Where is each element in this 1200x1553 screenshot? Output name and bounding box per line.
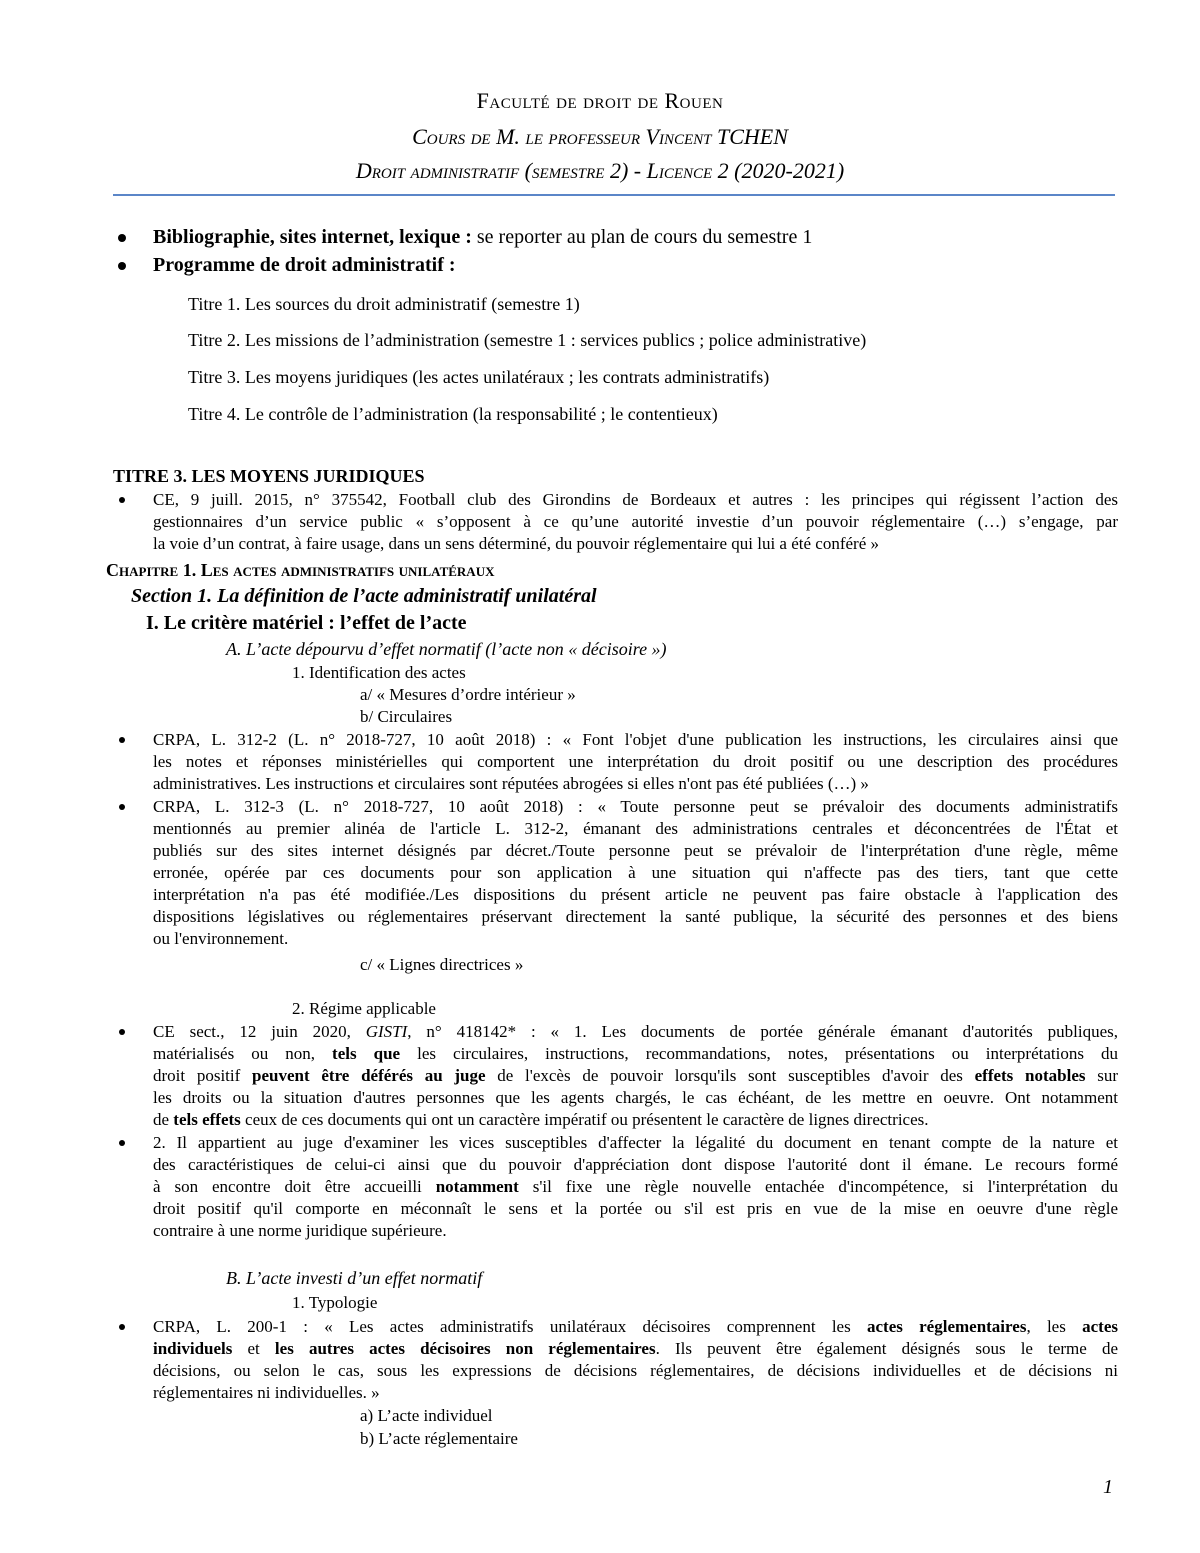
text-line: décisions, ou selon le cas, sous les expressions de décisions réglementaires, de décisions individuelles et de décisions ni <box>153 1361 1118 1380</box>
text-line: interprétation n'a pas été modifiée./Les dispositions du présent article ne peuvent pas faire obstacle à l'application des <box>153 885 1118 904</box>
bullet-icon <box>119 497 125 503</box>
text-run: sur <box>1085 1066 1118 1085</box>
text-run: matérialisés ou non, <box>153 1044 333 1063</box>
ce2015-paragraph <box>153 489 1118 555</box>
bold-run: actes réglementaires <box>866 1317 1027 1336</box>
bold-run: notamment <box>435 1177 519 1196</box>
a1-heading: 1. Identification des actes <box>292 663 466 682</box>
a2-heading: 2. Régime applicable <box>292 999 436 1018</box>
text-line <box>153 1065 1118 1087</box>
bullet-icon <box>119 1029 125 1035</box>
text-line: CE, 9 juill. 2015, n° 375542, Football club des Girondins de Bordeaux et autres : les principes qui régissent l’action des <box>153 490 1118 509</box>
gisti-paragraph-2 <box>153 1132 1118 1242</box>
bold-run: les autres actes décisoires non réglementaires <box>274 1339 656 1358</box>
text-line: publiés sur des sites internet désignés par décret./Toute personne peut se prévaloir de l'interprétation d'une règle, même <box>153 841 1118 860</box>
text-line: administratives. Les instructions et circulaires sont réputées abrogées si elles n'ont pas été publiées (…) » <box>153 774 869 793</box>
titre-2: Titre 2. Les missions de l’administration (semestre 1 : services publics ; police administrative) <box>188 330 867 350</box>
bullet-icon <box>118 262 126 270</box>
titre-4: Titre 4. Le contrôle de l’administration (la responsabilité ; le contentieux) <box>188 404 718 424</box>
text-run: . Ils peuvent être également désignés sous le terme de <box>655 1339 1118 1358</box>
text-run: ceux de ces documents qui ont un caractère impératif ou présentent le caractère de lignes directrices. <box>240 1110 929 1129</box>
text-line: la voie d’un contrat, à faire usage, dans un sens déterminé, du pouvoir réglementaire qui lui a été conféré » <box>153 534 880 553</box>
a1a-heading: a/ « Mesures d’ordre intérieur » <box>360 685 576 704</box>
titre-3: Titre 3. Les moyens juridiques (les actes unilatéraux ; les contrats administratifs) <box>188 367 770 387</box>
section-heading: Section 1. La définition de l’acte administratif unilatéral <box>131 585 597 607</box>
text-run: s'il fixe une règle nouvelle entachée d'incompétence, si l'interprétation du <box>518 1177 1118 1196</box>
biblio-label: Bibliographie, sites internet, lexique : <box>153 226 472 248</box>
text-line <box>153 1021 1118 1043</box>
text-run: de <box>153 1110 174 1129</box>
text-line: droit positif qu'il comporte en méconnaît le sens et la portée ou s'il est pris en vue de la mise en oeuvre d'une règle <box>153 1199 1118 1218</box>
text-line <box>153 1316 1118 1338</box>
text-run: droit positif <box>153 1066 253 1085</box>
header-rule <box>113 194 1115 196</box>
course-title: Cours de M. le professeur Vincent TCHEN <box>412 124 788 149</box>
text-run: les circulaires, instructions, recommandations, notes, présentations ou interprétations du <box>400 1044 1118 1063</box>
text-line: CRPA, L. 312-3 (L. n° 2018-727, 10 août 2018) : « Toute personne peut se prévaloir des documents administratifs <box>153 797 1118 816</box>
text-line: erronée, opérée par ces documents pour son application à une situation qui n'affecte pas des tiers, tant que cette <box>153 863 1118 882</box>
bullet-icon <box>119 1324 125 1330</box>
bold-run: individuels <box>153 1339 233 1358</box>
b-heading: B. L’acte investi d’un effet normatif <box>226 1268 483 1288</box>
titre3-heading: TITRE 3. LES MOYENS JURIDIQUES <box>113 466 425 486</box>
text-line: dispositions législatives ou réglementaires préservant directement la santé publique, la sécurité des personnes et des biens <box>153 907 1118 926</box>
page-number: 1 <box>1103 1476 1113 1498</box>
bold-run: tels effets <box>173 1110 241 1129</box>
biblio-text: se reporter au plan de cours du semestre 1 <box>471 226 813 248</box>
bold-run: tels que <box>332 1044 401 1063</box>
critere-heading: I. Le critère matériel : l’effet de l’acte <box>146 612 467 634</box>
b1a-heading: a) L’acte individuel <box>360 1406 493 1425</box>
text-line: des caractéristiques de celui-ci ainsi que du pouvoir d'appréciation dont dispose l'autorité dont il émane. Le recours formé <box>153 1155 1118 1174</box>
bullet-icon <box>119 1140 125 1146</box>
text-line: ou l'environnement. <box>153 929 289 948</box>
crpa-200-1-paragraph <box>153 1316 1118 1404</box>
text-run: , les <box>1026 1317 1083 1336</box>
case-name: GISTI <box>365 1022 408 1041</box>
programme-label: Programme de droit administratif : <box>153 254 456 276</box>
bullet-icon <box>118 234 126 242</box>
text-line: les notes et réponses ministérielles qui comportent une interprétation du droit positif ou une description des procédures <box>153 752 1118 771</box>
crpa-312-2-paragraph <box>153 729 1118 795</box>
text-line <box>153 1109 1118 1131</box>
text-line: contraire à une norme juridique supérieure. <box>153 1221 447 1240</box>
chapitre-heading: Chapitre 1. Les actes administratifs unilatéraux <box>106 560 495 580</box>
a1c-heading: c/ « Lignes directrices » <box>360 955 524 974</box>
text-run: de l'excès de pouvoir lorsqu'ils sont susceptibles d'avoir des <box>485 1066 975 1085</box>
crpa-312-3-paragraph <box>153 796 1118 950</box>
b1-heading: 1. Typologie <box>292 1293 378 1312</box>
text-line <box>153 1338 1118 1360</box>
a-heading: A. L’acte dépourvu d’effet normatif (l’acte non « décisoire ») <box>226 639 667 659</box>
bold-run: peuvent être déférés au juge <box>252 1066 486 1085</box>
text-line: CRPA, L. 312-2 (L. n° 2018-727, 10 août 2018) : « Font l'objet d'une publication les instructions, les circulaires ainsi que <box>153 730 1118 749</box>
text-line: les droits ou la situation d'autres personnes que les agents chargés, le cas échéant, de les mettre en oeuvre. Ont notamment <box>153 1088 1118 1107</box>
bullet-icon <box>119 804 125 810</box>
text-line <box>153 1176 1118 1198</box>
text-run: CE sect., 12 juin 2020, <box>153 1022 366 1041</box>
text-run: , n° 418142* : « 1. Les documents de portée générale émanant d'autorités publiques, <box>407 1022 1118 1041</box>
b1b-heading: b) L’acte réglementaire <box>360 1429 518 1448</box>
bold-run: effets notables <box>974 1066 1086 1085</box>
text-line: réglementaires ni individuelles. » <box>153 1383 380 1402</box>
text-run: à son encontre doit être accueilli <box>153 1177 436 1196</box>
text-line <box>153 1043 1118 1065</box>
subject-title: Droit administratif (semestre 2) - Licence 2 (2020-2021) <box>355 158 845 183</box>
titre-1: Titre 1. Les sources du droit administratif (semestre 1) <box>188 294 580 314</box>
a1b-heading: b/ Circulaires <box>360 707 453 726</box>
gisti-paragraph-1 <box>153 1021 1118 1131</box>
text-line: 2. Il appartient au juge d'examiner les vices susceptibles d'affecter la légalité du document en tenant compte de la nature et <box>153 1133 1118 1152</box>
bold-run: actes <box>1082 1317 1118 1336</box>
faculty-title: Faculté de droit de Rouen <box>476 88 724 113</box>
text-line: gestionnaires d’un service public « s’opposent à ce qu’une autorité investie d’un pouvoir réglementaire (…) s’engage, par <box>153 512 1118 531</box>
text-line: mentionnés au premier alinéa de l'article L. 312-2, émanant des administrations centrales et déconcentrées de l'État et <box>153 819 1118 838</box>
bullet-icon <box>119 737 125 743</box>
biblio-line <box>153 226 812 249</box>
text-run: et <box>232 1339 275 1358</box>
text-run: CRPA, L. 200-1 : « Les actes administratifs unilatéraux décisoires comprennent les <box>153 1317 867 1336</box>
